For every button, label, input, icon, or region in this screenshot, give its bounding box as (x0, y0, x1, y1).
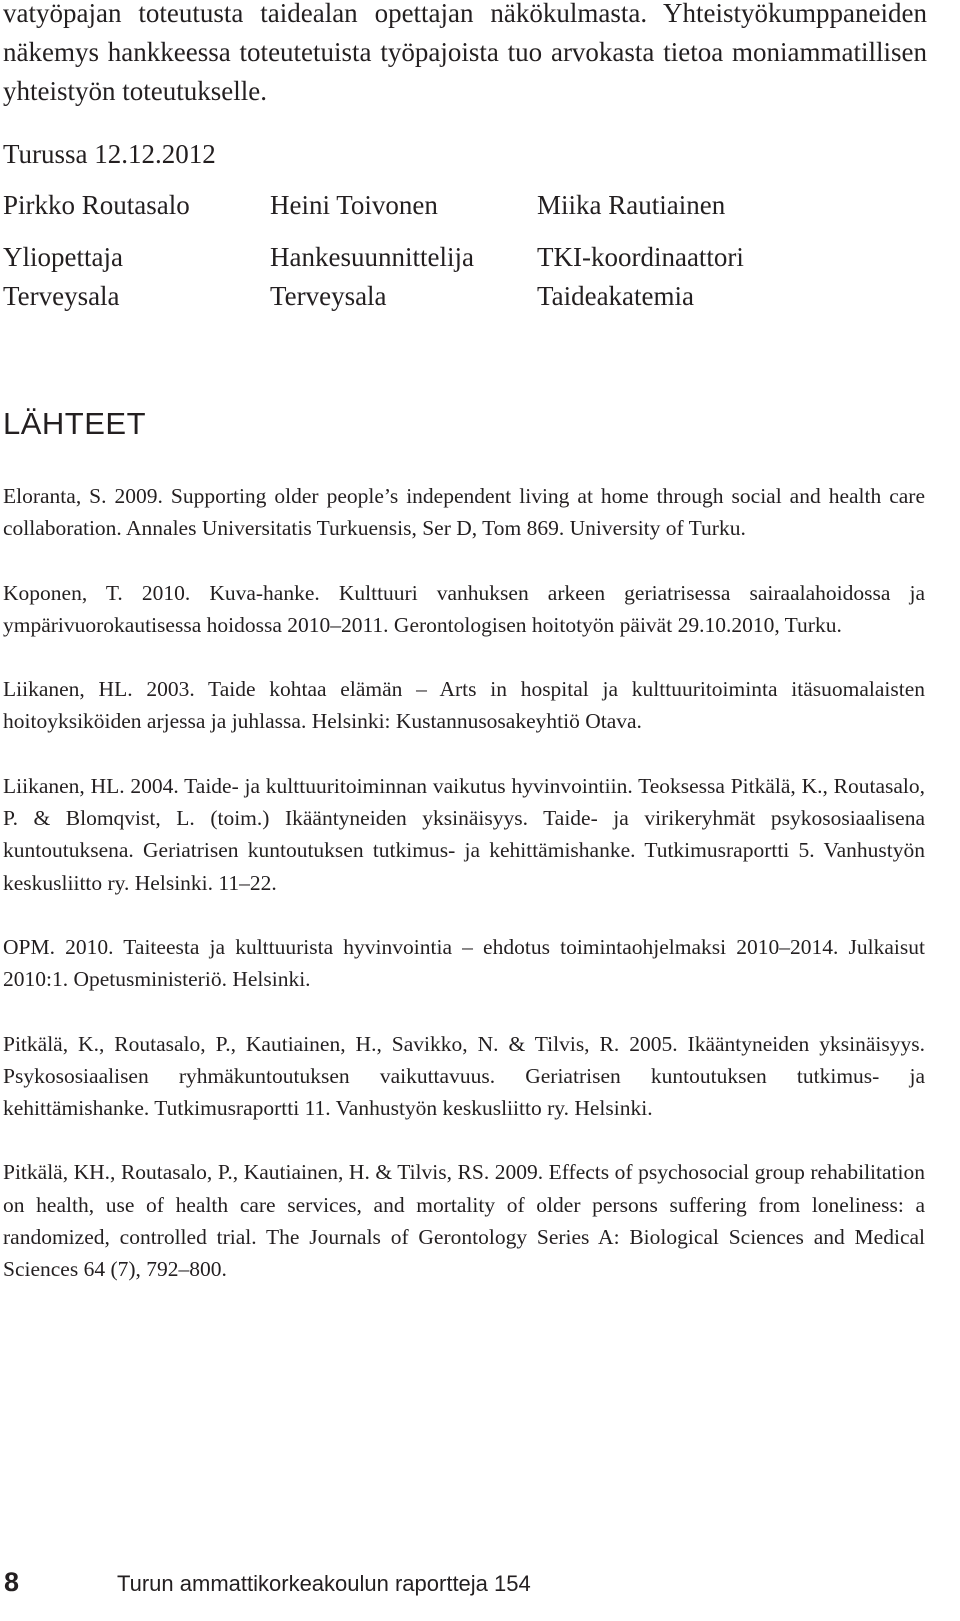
reference-item: Pitkälä, KH., Routasalo, P., Kautiainen, H. & Tilvis, RS. 2009. Effects of psychosocial group rehabilitation on health, use of health care services, and mortality of older persons suffering from loneliness: a randomized, controlled trial. The Journals of Gerontology Series A: Biological Sciences and Medical Sciences 64 (7), 792–800. (3, 1160, 925, 1282)
reference-item: Koponen, T. 2010. Kuva-hanke. Kulttuuri vanhuksen arkeen geriatrisessa sairaalahoidossa ja ympärivuorokautisessa hoidossa 2010–2011. Gerontologisen hoitotyön päivät 29.10.2010, Turku. (3, 580, 925, 637)
signatory-1 (3, 186, 273, 316)
intro-paragraph: vatyöpajan toteutusta taidealan opettajan näkökulmasta. Yhteistyökumppaneiden näkemys hankkeessa toteutetuista työpajoista tuo arvokasta tietoa moniammatillisen yhteistyön toteutukselle. (3, 0, 927, 106)
signatory-name: Heini Toivonen (270, 190, 438, 220)
publication-series: Turun ammattikorkeakoulun raportteja 154 (117, 1571, 531, 1596)
signatory-name: Pirkko Routasalo (3, 190, 190, 220)
signatory-title: TKI-koordinaattori (537, 242, 744, 272)
reference-item: Liikanen, HL. 2004. Taide- ja kulttuuritoiminnan vaikutus hyvinvointiin. Teoksessa Pitkälä, K., Routasalo, P. & Blomqvist, L. (toim.) Ikääntyneiden yksinäisyys. Taide- ja virikeryhmät psykososiaalisena kuntoutuksena. Geriatrisen kuntoutuksen tutkimus- ja kehittämishanke. Tutkimusraportti 5. Vanhustyön keskusliitto ry. Helsinki. 11–22. (3, 773, 925, 895)
reference-item: Liikanen, HL. 2003. Taide kohtaa elämän – Arts in hospital ja kulttuuritoiminta itäsuomalaisten hoitoyksiköiden arjessa ja juhlassa. Helsinki: Kustannusosakeyhtiö Otava. (3, 677, 925, 734)
signatory-organization: Taideakatemia (537, 281, 695, 311)
signatory-name: Miika Rautiainen (537, 190, 726, 220)
place-date: Turussa 12.12.2012 (3, 139, 216, 169)
page-number: 8 (4, 1567, 20, 1597)
signatory-title: Hankesuunnittelija (270, 242, 474, 272)
signatory-title: Yliopettaja (3, 242, 123, 272)
page-footer (4, 1562, 904, 1602)
signatory-2 (270, 186, 540, 316)
reference-item: Eloranta, S. 2009. Supporting older people’s independent living at home through social and health care collaboration. Annales Universitatis Turkuensis, Ser D, Tom 869. University of Turku. (3, 484, 925, 541)
signatory-organization: Terveysala (270, 281, 387, 311)
signatory-organization: Terveysala (3, 281, 120, 311)
reference-list (3, 480, 925, 1318)
signatory-3 (537, 186, 807, 316)
references-heading: LÄHTEET (3, 406, 147, 441)
reference-item: OPM. 2010. Taiteesta ja kulttuurista hyvinvointia – ehdotus toimintaohjelmaksi 2010–2014. Julkaisut 2010:1. Opetusministeriö. Helsinki. (3, 934, 925, 992)
reference-item: Pitkälä, K., Routasalo, P., Kautiainen, H., Savikko, N. & Tilvis, R. 2005. Ikääntyneiden yksinäisyys. Psykososiaalisen ryhmäkuntoutuksen vaikuttavuus. Geriatrisen kuntoutuksen tutkimus- ja kehittämishanke. Tutkimusraportti 11. Vanhustyön keskusliitto ry. Helsinki. (3, 1031, 925, 1121)
